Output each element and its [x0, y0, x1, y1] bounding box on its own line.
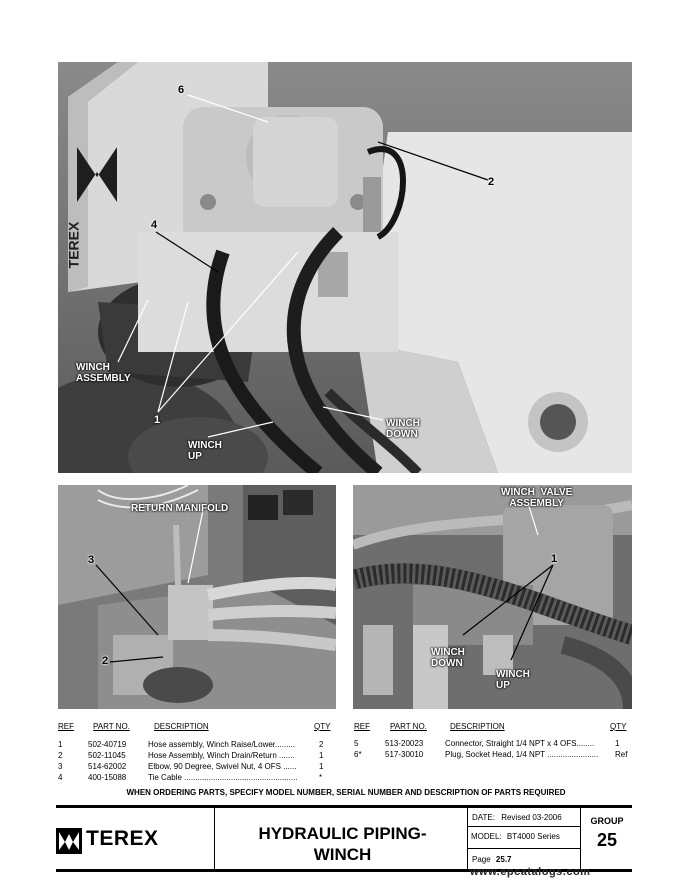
page-title-line-2: WINCH — [313, 845, 372, 864]
row-2-part: 502-11045 — [88, 751, 126, 760]
row-3-qty: 1 — [319, 762, 324, 771]
callout-2-manifold: 2 — [102, 655, 109, 667]
row-1-qty: 2 — [319, 740, 324, 749]
title-block-row-rule-1 — [467, 826, 580, 827]
label-return-manifold: RETURN MANIFOLD — [131, 503, 229, 514]
title-block-row-rule-2 — [467, 848, 580, 849]
ordering-notice: WHEN ORDERING PARTS, SPECIFY MODEL NUMBER, SERIAL NUMBER AND DESCRIPTION OF PARTS REQUIRED — [126, 788, 566, 797]
label-winch-up-valve: WINCH UP — [496, 669, 530, 691]
header-part-no: PART NO. — [93, 722, 130, 731]
model-value: BT4000 Series — [506, 832, 560, 841]
terex-logo — [56, 826, 186, 856]
label-winch-down: WINCH DOWN — [386, 418, 420, 440]
page-title-line-1: HYDRAULIC PIPING- — [258, 824, 427, 843]
row-4-ref: 4 — [58, 773, 63, 782]
row-6-qty: Ref — [615, 750, 628, 759]
header-part-no-right: PART NO. — [390, 722, 427, 731]
photo-winch-overview-drawing — [58, 62, 632, 473]
page-label: Page — [472, 855, 491, 864]
row-5-part: 513-20023 — [385, 739, 424, 748]
watermark: www.epcatalogs.com — [470, 866, 591, 878]
callout-1: 1 — [154, 414, 161, 426]
label-winch-assembly: WINCH ASSEMBLY — [76, 362, 131, 384]
page-value: 25.7 — [495, 855, 512, 864]
model-field — [471, 832, 560, 841]
row-5-qty: 1 — [615, 739, 620, 748]
title-block-divider-3 — [580, 808, 581, 869]
label-winch-up: WINCH UP — [188, 440, 222, 462]
row-3-desc: Elbow, 90 Degree, Swivel Nut, 4 OFS ...... — [148, 762, 297, 771]
header-ref-right: REF — [354, 722, 370, 731]
header-qty-right: QTY — [610, 722, 627, 731]
header-qty: QTY — [314, 722, 331, 731]
terex-logo-icon — [56, 828, 82, 854]
terex-logo-on-machine — [65, 142, 122, 272]
callout-2: 2 — [488, 176, 495, 188]
callout-1-valve: 1 — [551, 553, 558, 565]
row-4-qty: * — [319, 773, 323, 782]
label-winch-down-valve: WINCH DOWN — [431, 647, 465, 669]
group-label: GROUP — [590, 816, 624, 826]
row-2-qty: 1 — [319, 751, 324, 760]
parts-table-right — [354, 722, 632, 762]
page-title — [215, 823, 470, 865]
row-5-desc: Connector, Straight 1/4 NPT x 4 OFS........ — [445, 739, 595, 748]
model-label: MODEL: — [471, 832, 502, 841]
date-value: Revised 03-2006 — [501, 813, 562, 822]
label-winch-valve-assembly: WINCH VALVE ASSEMBLY — [501, 487, 573, 509]
page-field — [472, 855, 512, 864]
row-4-part: 400-15088 — [88, 773, 127, 782]
row-2-ref: 2 — [58, 751, 63, 760]
row-3-ref: 3 — [58, 762, 63, 771]
terex-logo-label: TEREX — [65, 221, 82, 269]
row-1-ref: 1 — [58, 740, 63, 749]
row-3-part: 514-62002 — [88, 762, 127, 771]
row-5-ref: 5 — [354, 739, 359, 748]
date-label: DATE: — [472, 813, 495, 822]
title-block-top-rule — [56, 805, 632, 808]
header-description: DESCRIPTION — [154, 722, 209, 731]
row-4-desc: Tie Cable ................................................... — [148, 773, 298, 782]
row-6-ref: 6* — [354, 750, 362, 759]
date-field — [472, 813, 562, 822]
photo-winch-overview — [58, 62, 632, 473]
parts-table-left — [58, 722, 338, 782]
photo-winch-valve-drawing — [353, 485, 632, 709]
terex-logo-text: TEREX — [86, 827, 159, 850]
callout-4: 4 — [151, 219, 158, 231]
header-ref: REF — [58, 722, 74, 731]
photo-return-manifold — [58, 485, 336, 709]
callout-6: 6 — [178, 84, 185, 96]
row-6-desc: Plug, Socket Head, 1/4 NPT ....................... — [445, 750, 599, 759]
photo-winch-valve — [353, 485, 632, 709]
group-number: 25 — [596, 830, 618, 850]
photo-return-manifold-drawing — [58, 485, 336, 709]
row-6-part: 517-30010 — [385, 750, 424, 759]
header-description-right: DESCRIPTION — [450, 722, 505, 731]
callout-3: 3 — [88, 554, 95, 566]
row-1-part: 502-40719 — [88, 740, 127, 749]
row-2-desc: Hose Assembly, Winch Drain/Return ....... — [148, 751, 295, 760]
row-1-desc: Hose assembly, Winch Raise/Lower......... — [148, 740, 296, 749]
